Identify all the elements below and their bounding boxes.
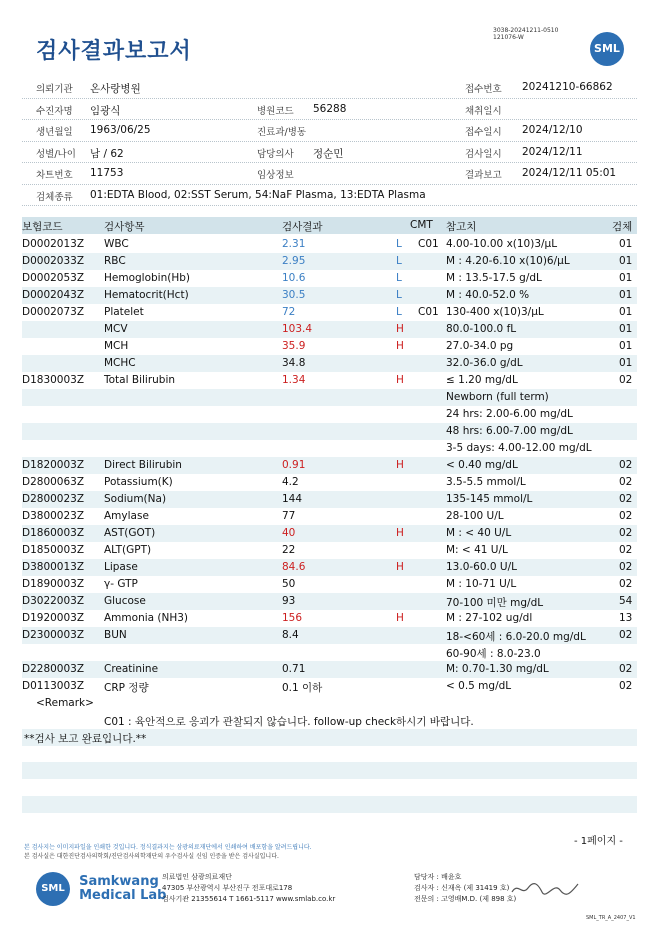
cell-result: 144 — [282, 493, 303, 505]
cell-ref: 13.0-60.0 U/L — [446, 561, 517, 573]
cell-item: Total Bilirubin — [104, 374, 176, 386]
table-row — [22, 253, 637, 270]
cell-result: 2.95 — [282, 255, 306, 267]
chart-no-value: 11753 — [90, 167, 124, 179]
cell-spec: 02 — [619, 629, 633, 641]
blank-band — [22, 762, 637, 779]
cell-flag: L — [396, 238, 402, 250]
table-row — [22, 644, 637, 661]
cell-flag: H — [396, 323, 404, 335]
cell-ref: 32.0-36.0 g/dL — [446, 357, 523, 369]
cell-item: Amylase — [104, 510, 149, 522]
header-result: 검사결과 — [282, 221, 323, 233]
page-number: - 1페이지 - — [574, 836, 623, 847]
remark-label: <Remark> — [36, 697, 94, 709]
cell-ref: 135-145 mmol/L — [446, 493, 533, 505]
cell-item: MCHC — [104, 357, 136, 369]
cell-flag: L — [396, 289, 402, 301]
cell-spec: 01 — [619, 289, 633, 301]
cell-ref: M : 4.20-6.10 x(10)6/μL — [446, 255, 570, 267]
org-line2: 47305 부산광역시 부산진구 전포대로178 — [162, 884, 293, 892]
patient-value: 임광식 — [90, 104, 121, 117]
info-row — [22, 163, 637, 185]
cell-spec: 02 — [619, 544, 633, 556]
table-row — [22, 525, 637, 542]
cell-spec: 01 — [619, 340, 633, 352]
cell-spec: 01 — [619, 255, 633, 267]
cell-code: D0002073Z — [22, 306, 85, 318]
cell-spec: 01 — [619, 272, 633, 284]
cell-item: Creatinine — [104, 663, 159, 675]
cell-flag: H — [396, 459, 404, 471]
table-row — [22, 508, 637, 525]
cell-spec: 01 — [619, 323, 633, 335]
cell-ref: M: 0.70-1.30 mg/dL — [446, 663, 549, 675]
cell-spec: 02 — [619, 680, 633, 692]
table-row — [22, 236, 637, 253]
dob-value: 1963/06/25 — [90, 124, 151, 136]
specimen-label: 검체종류 — [36, 191, 73, 203]
table-row — [22, 355, 637, 372]
cell-ref: Newborn (full term) — [446, 391, 549, 403]
info-row — [22, 120, 637, 142]
cell-spec: 01 — [619, 238, 633, 250]
cell-item: Hemoglobin(Hb) — [104, 272, 191, 284]
cell-ref: 4.00-10.00 x(10)3/μL — [446, 238, 558, 250]
cell-ref: M: < 41 U/L — [446, 544, 508, 556]
header-item: 검사항목 — [104, 221, 145, 233]
cell-ref: M : 40.0-52.0 % — [446, 289, 530, 301]
cell-item: ALT(GPT) — [104, 544, 152, 556]
report-title: 검사결과보고서 — [36, 39, 192, 64]
cell-item: MCH — [104, 340, 129, 352]
remark-row — [22, 712, 637, 729]
info-row — [22, 185, 637, 207]
table-row — [22, 457, 637, 474]
form-id: SML_TR_A_2407_V1 — [586, 915, 636, 921]
cell-result: 72 — [282, 306, 296, 318]
table-row — [22, 542, 637, 559]
cell-item: Sodium(Na) — [104, 493, 167, 505]
cell-result: 1.34 — [282, 374, 306, 386]
hospital-code-label: 병원코드 — [257, 105, 294, 117]
header-spec: 검체 — [612, 221, 633, 233]
table-row — [22, 321, 637, 338]
cell-code: D1890003Z — [22, 578, 85, 590]
cell-ref: 28-100 U/L — [446, 510, 504, 522]
cell-spec: 02 — [619, 561, 633, 573]
cell-result: 40 — [282, 527, 296, 539]
sml-logo: SML — [590, 32, 624, 66]
cell-result: 0.91 — [282, 459, 306, 471]
cell-spec: 02 — [619, 374, 633, 386]
cell-spec: 02 — [619, 476, 633, 488]
cell-ref: 130-400 x(10)3/μL — [446, 306, 544, 318]
cell-result: 103.4 — [282, 323, 313, 335]
cell-result: 4.2 — [282, 476, 299, 488]
cell-ref: 3.5-5.5 mmol/L — [446, 476, 526, 488]
cell-flag: H — [396, 374, 404, 386]
cell-code: D0113003Z — [22, 680, 85, 692]
chart-no-label: 차트번호 — [36, 170, 73, 181]
document-id — [493, 27, 558, 41]
cell-spec: 02 — [619, 493, 633, 505]
cell-result: 0.71 — [282, 663, 306, 675]
cell-code: D1830003Z — [22, 374, 85, 386]
report-complete: **검사 보고 완료입니다.** — [24, 733, 147, 745]
cell-code: D2280003Z — [22, 663, 85, 675]
cell-item: Direct Bilirubin — [104, 459, 182, 471]
cell-code: D2300003Z — [22, 629, 85, 641]
cell-ref: ≤ 1.20 mg/dL — [446, 374, 518, 386]
remark-c01: C01 : 육안적으로 응괴가 관찰되지 않습니다. follow-up check하시기 바랍니다. — [104, 716, 474, 728]
collect-date-label: 채취일시 — [465, 105, 502, 117]
cell-code: D1920003Z — [22, 612, 85, 624]
cell-code: D0002033Z — [22, 255, 85, 267]
footer-brand — [36, 872, 166, 906]
cell-result: 8.4 — [282, 629, 299, 641]
cell-ref: 60-90세 : 8.0-23.0 — [446, 648, 541, 660]
cell-spec: 01 — [619, 357, 633, 369]
footer-note-1: 본 검사지는 이미지파일을 인쇄한 것입니다. 정식결과지는 삼광의료재단에서 인쇄하여 배포함을 알려드립니다. — [24, 844, 312, 851]
cell-item: Hematocrit(Hct) — [104, 289, 189, 301]
cell-flag: H — [396, 612, 404, 624]
cell-flag: L — [396, 306, 402, 318]
cell-code: D0002053Z — [22, 272, 85, 284]
table-row — [22, 287, 637, 304]
table-row — [22, 678, 637, 695]
table-row — [22, 491, 637, 508]
table-row — [22, 338, 637, 355]
footer-note-2: 본 검사실은 대한진단검사의학회/진단검사의학재단의 우수검사실 신임 인증을 받은 검사실입니다. — [24, 853, 279, 860]
brand-line2: Medical Lab — [79, 888, 167, 903]
org-line1: 의료법인 삼광의료재단 — [162, 873, 232, 881]
info-row — [22, 142, 637, 164]
receipt-no-value: 20241210-66862 — [522, 81, 613, 93]
hospital-code-value: 56288 — [313, 102, 347, 115]
cell-result: 35.9 — [282, 340, 306, 352]
report-date-label: 결과보고 — [465, 170, 502, 181]
header-ref: 참고치 — [446, 221, 477, 233]
cell-ref: M : 27-102 ug/dl — [446, 612, 533, 624]
table-row — [22, 304, 637, 321]
staff-line2: 검사자 : 신재옥 (제 31419 호) — [414, 884, 510, 892]
table-row — [22, 661, 637, 678]
receipt-no-label: 접수번호 — [465, 84, 502, 95]
cell-ref: 24 hrs: 2.00-6.00 mg/dL — [446, 408, 573, 420]
footer-logo-icon: SML — [36, 872, 70, 906]
brand-name — [79, 875, 166, 903]
cell-spec: 02 — [619, 527, 633, 539]
org-line3: 검사기관 21355614 T 1661-5117 www.smlab.co.kr — [162, 895, 336, 903]
info-row — [22, 99, 637, 121]
cell-spec: 54 — [619, 595, 633, 607]
test-date-value: 2024/12/11 — [522, 145, 583, 158]
cell-item: WBC — [104, 238, 129, 250]
staff-line1: 담당자 : 배윤호 — [414, 873, 462, 881]
report-date-value: 2024/12/11 05:01 — [522, 167, 617, 179]
cell-spec: 01 — [619, 306, 633, 318]
cell-item: Lipase — [104, 561, 138, 573]
cell-result: 22 — [282, 544, 296, 556]
patient-info — [22, 77, 637, 206]
document-id-line2: 121076-W — [493, 34, 524, 41]
results-table-body — [22, 236, 637, 746]
cell-ref: 48 hrs: 6.00-7.00 mg/dL — [446, 425, 573, 437]
doctor-label: 담당의사 — [257, 148, 294, 160]
table-row — [22, 389, 637, 406]
document-id-line1: 3038-20241211-0510 — [493, 27, 559, 34]
cell-flag: H — [396, 340, 404, 352]
doctor-value: 정순민 — [313, 147, 344, 160]
staff-line3: 전문의 : 고영배M.D. (제 898 호) — [414, 895, 517, 903]
cell-spec: 02 — [619, 578, 633, 590]
institution-value: 온사랑병원 — [90, 83, 141, 95]
table-row — [22, 627, 637, 644]
cell-item: Platelet — [104, 306, 144, 318]
cell-ref: M : < 40 U/L — [446, 527, 512, 539]
cell-ref: 80.0-100.0 fL — [446, 323, 517, 335]
cell-spec: 02 — [619, 510, 633, 522]
cell-result: 10.6 — [282, 272, 306, 284]
cell-ref: 27.0-34.0 pg — [446, 340, 514, 352]
brand-line1: Samkwang — [79, 874, 159, 889]
header-code: 보험코드 — [22, 221, 63, 233]
cell-result: 50 — [282, 578, 296, 590]
cell-code: D0002013Z — [22, 238, 85, 250]
dept-label: 진료과/병동 — [257, 127, 307, 138]
cell-item: AST(GOT) — [104, 527, 156, 539]
cell-result: 156 — [282, 612, 303, 624]
cell-spec: 02 — [619, 459, 633, 471]
table-row — [22, 406, 637, 423]
cell-item: Glucose — [104, 595, 146, 607]
cell-item: RBC — [104, 255, 126, 267]
results-table-header — [22, 217, 637, 234]
table-row — [22, 576, 637, 593]
receipt-date-value: 2024/12/10 — [522, 124, 583, 136]
cell-result: 84.6 — [282, 561, 306, 573]
header-cmt: CMT — [410, 219, 433, 231]
remark-row — [22, 695, 637, 712]
table-row — [22, 270, 637, 287]
cell-result: 30.5 — [282, 289, 306, 301]
cell-spec: 02 — [619, 663, 633, 675]
specimen-value: 01:EDTA Blood, 02:SST Serum, 54:NaF Plasma, 13:EDTA Plasma — [90, 188, 426, 201]
cell-result: 2.31 — [282, 238, 306, 250]
cell-code: D1850003Z — [22, 544, 85, 556]
cell-ref: 70-100 미만 mg/dL — [446, 597, 544, 609]
clinical-label: 임상정보 — [257, 170, 294, 181]
dob-label: 생년월일 — [36, 127, 73, 138]
institution-label: 의뢰기관 — [36, 84, 73, 95]
cell-ref: 3-5 days: 4.00-12.00 mg/dL — [446, 442, 592, 454]
organization-info — [162, 872, 335, 905]
cell-code: D3022003Z — [22, 595, 85, 607]
test-date-label: 검사일시 — [465, 148, 502, 160]
cell-cmt: C01 — [418, 238, 439, 250]
cell-item: CRP 정량 — [104, 682, 149, 694]
signature-mark — [510, 880, 580, 898]
cell-result: 77 — [282, 510, 296, 522]
cell-cmt: C01 — [418, 306, 439, 318]
blank-band — [22, 796, 637, 813]
patient-label: 수진자명 — [36, 105, 73, 117]
table-row — [22, 440, 637, 457]
cell-result: 34.8 — [282, 357, 306, 369]
table-row — [22, 372, 637, 389]
cell-ref: M : 13.5-17.5 g/dL — [446, 272, 542, 284]
cell-flag: L — [396, 255, 402, 267]
staff-info — [414, 872, 516, 905]
cell-code: D3800013Z — [22, 561, 85, 573]
table-row — [22, 593, 637, 610]
receipt-date-label: 접수일시 — [465, 127, 502, 138]
cell-flag: H — [396, 527, 404, 539]
cell-flag: L — [396, 272, 402, 284]
cell-result: 93 — [282, 595, 296, 607]
cell-item: γ- GTP — [104, 578, 138, 590]
cell-ref: M : 10-71 U/L — [446, 578, 517, 590]
cell-code: D0002043Z — [22, 289, 85, 301]
cell-item: Ammonia (NH3) — [104, 612, 189, 624]
cell-ref: < 0.5 mg/dL — [446, 680, 512, 692]
cell-item: BUN — [104, 629, 127, 641]
cell-ref: 18-<60세 : 6.0-20.0 mg/dL — [446, 631, 586, 643]
cell-item: MCV — [104, 323, 128, 335]
cell-code: D3800023Z — [22, 510, 85, 522]
cell-spec: 13 — [619, 612, 633, 624]
cell-code: D1820003Z — [22, 459, 85, 471]
cell-code: D2800023Z — [22, 493, 85, 505]
table-row — [22, 559, 637, 576]
sex-age-value: 남 / 62 — [90, 147, 124, 160]
cell-code: D2800063Z — [22, 476, 85, 488]
cell-result: 0.1 이하 — [282, 682, 323, 694]
cell-code: D1860003Z — [22, 527, 85, 539]
cell-flag: H — [396, 561, 404, 573]
cell-ref: < 0.40 mg/dL — [446, 459, 518, 471]
cell-item: Potassium(K) — [104, 476, 173, 488]
table-row — [22, 610, 637, 627]
sex-age-label: 성별/나이 — [36, 148, 76, 160]
info-row — [22, 77, 637, 99]
table-row — [22, 423, 637, 440]
remark-row — [22, 729, 637, 746]
table-row — [22, 474, 637, 491]
